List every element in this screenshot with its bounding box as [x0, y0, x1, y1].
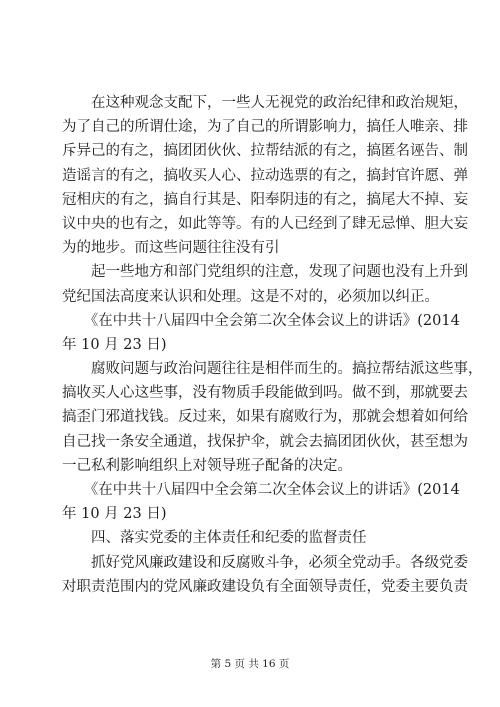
text-line: 造谣言的有之，搞收买人心、拉动选票的有之，搞封官许愿、弹: [62, 167, 468, 184]
text-line: 腐败问题与政治问题往往是相伴而生的。搞拉帮结派这些事，: [62, 361, 483, 378]
section-heading: 四、落实党委的主体责任和纪委的监督责任: [62, 530, 367, 547]
citation-date-line: 年 10 月 23 日): [62, 506, 167, 523]
text-line: 对职责范围内的党风廉政建设负有全面领导责任，党委主要负责: [62, 578, 468, 595]
text-line: 抓好党风廉政建设和反腐败斗争，必须全党动手。各级党委: [62, 554, 468, 571]
text-line: 起一些地方和部门党组织的注意，发现了问题也没有上升到: [62, 264, 468, 281]
text-line: 搞收买人心这些事，没有物质手段能做到吗。做不到，那就要去: [62, 385, 468, 402]
text-line: 党纪国法高度来认识和处理。这是不对的，必须加以纠正。: [62, 288, 439, 305]
text-line: 冠相庆的有之，搞自行其是、阳奉阴违的有之，搞尾大不掉、妄: [62, 191, 468, 208]
text-line: 一己私利影响组织上对领导班子配备的决定。: [62, 457, 352, 474]
body-text: [62, 91, 483, 599]
page-footer: 第 5 页 共 16 页: [210, 658, 290, 670]
citation-line: 《在中共十八届四中全会第二次全体会议上的讲话》(2014: [62, 482, 460, 498]
text-line: 自己找一条安全通道，找保护伞，就会去搞团团伙伙，甚至想为: [62, 433, 468, 450]
text-line: 在这种观念支配下，一些人无视党的政治纪律和政治规矩，: [62, 95, 468, 111]
text-line: 为的地步。而这些问题往往没有引: [62, 240, 280, 257]
citation-date-line: 年 10 月 23 日): [62, 336, 167, 353]
citation-line: 《在中共十八届四中全会第二次全体会议上的讲话》(2014: [62, 312, 460, 329]
text-line: 为了自己的所谓仕途，为了自己的所谓影响力，搞任人唯亲、排: [62, 119, 468, 136]
text-line: 斥异己的有之，搞团团伙伙、拉帮结派的有之，搞匿名诬告、制: [62, 143, 468, 160]
text-line: 议中央的也有之，如此等等。有的人已经到了肆无忌惮、胆大妄: [62, 215, 468, 232]
text-line: 搞歪门邪道找钱。反过来，如果有腐败行为，那就会想着如何给: [62, 409, 468, 426]
